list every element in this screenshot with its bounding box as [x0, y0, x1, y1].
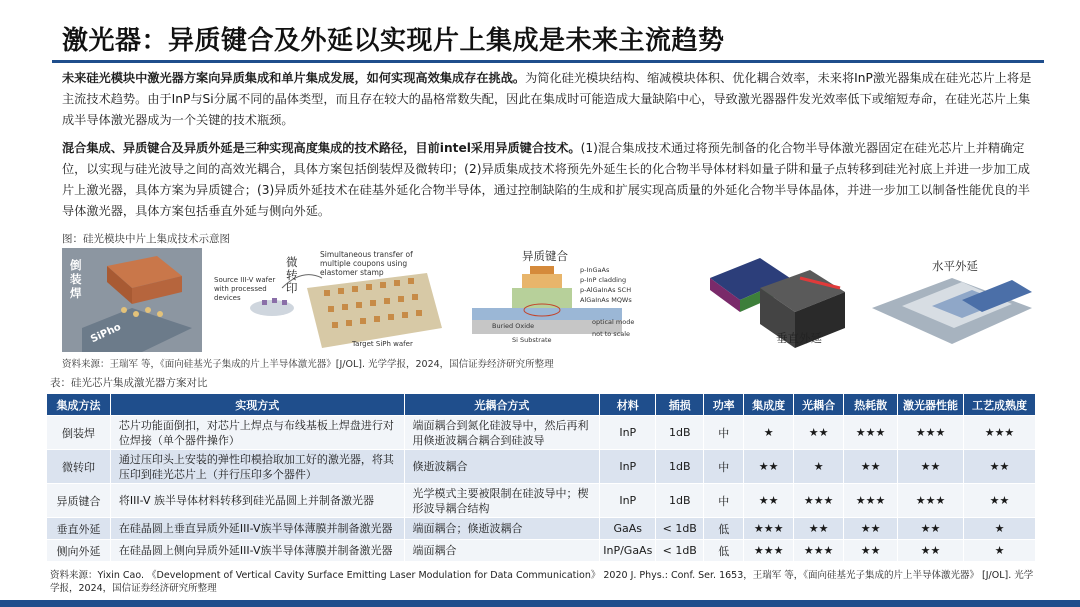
cell-coupling-mode: 端面耦合；倏逝波耦合	[404, 518, 600, 540]
lateral-epi-label: 水平外延	[932, 259, 978, 273]
integration-figure	[62, 248, 1034, 352]
transfer-print-panel	[212, 248, 442, 352]
cell-heat: ★★	[844, 518, 898, 540]
figure-caption: 图：硅光模块中片上集成技术示意图	[62, 233, 230, 245]
cell-material: InP	[600, 484, 656, 518]
cell-method: 异质键合	[47, 484, 111, 518]
cell-material: InP/GaAs	[600, 540, 656, 562]
table-row	[47, 416, 1036, 450]
header-method: 集成方法	[47, 394, 111, 416]
vertical-epi-panel	[700, 248, 850, 352]
vertical-epi-label: 垂直外延	[776, 331, 822, 345]
bonding-note-substrate: Si Substrate	[512, 336, 552, 344]
cell-integration: ★★	[744, 484, 794, 518]
cell-method: 垂直外延	[47, 518, 111, 540]
cell-insertion-loss: 1dB	[656, 484, 704, 518]
table-row	[47, 484, 1036, 518]
bonding-note-oxide: Buried Oxide	[492, 322, 535, 330]
cell-laser-performance: ★★	[898, 518, 964, 540]
bonding-note-mode: optical mode	[592, 318, 635, 326]
cell-maturity: ★★	[964, 450, 1036, 484]
cell-material: GaAs	[600, 518, 656, 540]
cell-power: 低	[704, 540, 744, 562]
table-row	[47, 450, 1036, 484]
flip-chip-label: 倒装焊	[70, 258, 82, 300]
vertical-epi-illustration	[700, 248, 850, 352]
header-insertion-loss: 插损	[656, 394, 704, 416]
paragraph-1-lead: 未来硅光模块中激光器方案向异质集成和单片集成发展，如何实现高效集成存在挑战。	[62, 71, 526, 85]
transfer-note-bottom: Target SiPh wafer	[352, 340, 413, 348]
cell-implementation: 通过压印头上安装的弹性印模拾取加工好的激光器，将其压印到硅光芯片上（并行压印多个器件）	[110, 450, 404, 484]
transfer-note-left: Source III-V wafer with processed devices	[214, 276, 276, 302]
cell-power: 低	[704, 518, 744, 540]
cell-integration: ★★	[744, 450, 794, 484]
paragraph-2	[62, 138, 1032, 222]
table-header-row	[47, 394, 1036, 416]
cell-coupling: ★★	[794, 416, 844, 450]
lateral-epi-panel	[862, 248, 1034, 352]
cell-coupling: ★	[794, 450, 844, 484]
cell-laser-performance: ★★★	[898, 416, 964, 450]
transfer-note-top: Simultaneous transfer of multiple coupons using elastomer stamp	[320, 250, 413, 277]
header-maturity: 工艺成熟度	[964, 394, 1036, 416]
header-coupling: 光耦合	[794, 394, 844, 416]
header-material: 材料	[600, 394, 656, 416]
page-title: 激光器：异质键合及外延以实现片上集成是未来主流趋势	[62, 26, 725, 56]
cell-coupling-mode: 光学模式主要被限制在硅波导中；楔形波导耦合结构	[404, 484, 600, 518]
cell-coupling-mode: 端面耦合到氮化硅波导中，然后再利用倏逝波耦合耦合到硅波导	[404, 416, 600, 450]
cell-method: 微转印	[47, 450, 111, 484]
cell-heat: ★★★	[844, 484, 898, 518]
bonding-note-mqw: AlGaInAs MQWs	[580, 296, 632, 304]
bottom-bar	[0, 600, 1080, 607]
cell-power: 中	[704, 484, 744, 518]
table-caption: 表：硅光芯片集成激光器方案对比	[50, 377, 208, 389]
cell-insertion-loss: 1dB	[656, 450, 704, 484]
figure-source: 资料来源：王瑞军 等，《面向硅基光子集成的片上半导体激光器》[J/OL]. 光学学报，2024，国信证券经济研究所整理	[62, 359, 554, 370]
cell-coupling: ★★	[794, 518, 844, 540]
sipho-label: SiPho	[89, 321, 123, 346]
cell-laser-performance: ★★	[898, 450, 964, 484]
cell-heat: ★★★	[844, 416, 898, 450]
bonding-label: 异质键合	[522, 249, 568, 263]
header-coupling-mode: 光耦合方式	[404, 394, 600, 416]
paragraph-2-body: (1)混合集成技术通过将预先制备的化合物半导体激光器固定在硅光芯片上并精确定位，以实现与硅光波导之间的高效光耦合，具体方案包括倒装焊及微转印；(2)异质集成技术将预先外延生长的化合物半导体材料如量子阱和量子点转移到硅光衬底上并进一步加工成片上激光器，具体方案为异质键合；(3)异质外延技术在硅基外延化合物半导体，通过控制缺陷的生成和扩展实现高质量的外延化合物半导体晶体，并进一步加工以制备性能优良的半导体激光器，具体方案包括垂直外延与侧向外延。	[62, 141, 1030, 218]
cell-power: 中	[704, 416, 744, 450]
cell-integration: ★★★	[744, 518, 794, 540]
cell-heat: ★★	[844, 450, 898, 484]
cell-coupling-mode: 倏逝波耦合	[404, 450, 600, 484]
header-integration: 集成度	[744, 394, 794, 416]
cell-insertion-loss: 1dB	[656, 416, 704, 450]
paragraph-2-lead: 混合集成、异质键合及异质外延是三种实现高度集成的技术路径，目前intel采用异质键合技术。	[62, 141, 581, 155]
flip-chip-panel	[62, 248, 202, 352]
cell-implementation: 芯片功能面倒扣，对芯片上焊点与布线基板上焊盘进行对位焊接（单个器件操作）	[110, 416, 404, 450]
paragraph-1-body: 为简化硅光模块结构、缩减模块体积、优化耦合效率，未来将InP激光器集成在硅光芯片上将是主流技术趋势。由于InP与Si分属不同的晶体类型，而且存在较大的晶格常数失配，因此在集成时可能造成大量缺陷中心，导致激光器器件发光效率低下或缩短寿命，在硅光芯片上集成半导体激光器成为一个关键的技术瓶颈。	[62, 71, 1032, 127]
cell-coupling-mode: 端面耦合	[404, 540, 600, 562]
cell-material: InP	[600, 416, 656, 450]
title-underline	[52, 60, 1044, 63]
cell-implementation: 在硅晶圆上垂直异质外延III-V族半导体薄膜并制备激光器	[110, 518, 404, 540]
header-implementation: 实现方式	[110, 394, 404, 416]
header-heat: 热耗散	[844, 394, 898, 416]
bonding-panel	[452, 248, 682, 352]
table-row	[47, 518, 1036, 540]
transfer-print-label: 微转印	[286, 255, 298, 295]
bonding-note-cladding: p-InP cladding	[580, 276, 627, 284]
cell-maturity: ★★★	[964, 416, 1036, 450]
paragraph-1	[62, 68, 1032, 131]
cell-method: 倒装焊	[47, 416, 111, 450]
cell-material: InP	[600, 450, 656, 484]
cell-coupling: ★★★	[794, 540, 844, 562]
cell-laser-performance: ★★★	[898, 484, 964, 518]
cell-insertion-loss: < 1dB	[656, 518, 704, 540]
cell-power: 中	[704, 450, 744, 484]
table-row	[47, 540, 1036, 562]
cell-integration: ★★★	[744, 540, 794, 562]
cell-heat: ★★	[844, 540, 898, 562]
header-laser-performance: 激光器性能	[898, 394, 964, 416]
cell-maturity: ★	[964, 540, 1036, 562]
cell-maturity: ★	[964, 518, 1036, 540]
cell-implementation: 在硅晶圆上侧向异质外延III-V族半导体薄膜并制备激光器	[110, 540, 404, 562]
table-source: 资料来源：Yixin Cao. 《Development of Vertical Cavity Surface Emitting Laser Modulation for Data Communication》 2020 J. Phys.: Conf. Ser. 1653，王瑞军 等，《面向硅基光子集成的片上半导体激光器》 [J/OL]. 光学学报，2024，国信证券经济研究所整理	[50, 570, 1034, 594]
cell-maturity: ★★	[964, 484, 1036, 518]
cell-laser-performance: ★★	[898, 540, 964, 562]
bonding-note-ingaas: p-InGaAs	[580, 266, 610, 274]
title-bar	[0, 0, 1080, 64]
cell-method: 侧向外延	[47, 540, 111, 562]
cell-insertion-loss: < 1dB	[656, 540, 704, 562]
bonding-note-sch: p-AlGaInAs SCH	[580, 286, 632, 294]
header-power: 功率	[704, 394, 744, 416]
bonding-note-scale: not to scale	[592, 330, 631, 338]
cell-coupling: ★★★	[794, 484, 844, 518]
cell-integration: ★	[744, 416, 794, 450]
cell-implementation: 将III-V 族半导体材料转移到硅光晶圆上并制备激光器	[110, 484, 404, 518]
comparison-table	[46, 393, 1036, 562]
